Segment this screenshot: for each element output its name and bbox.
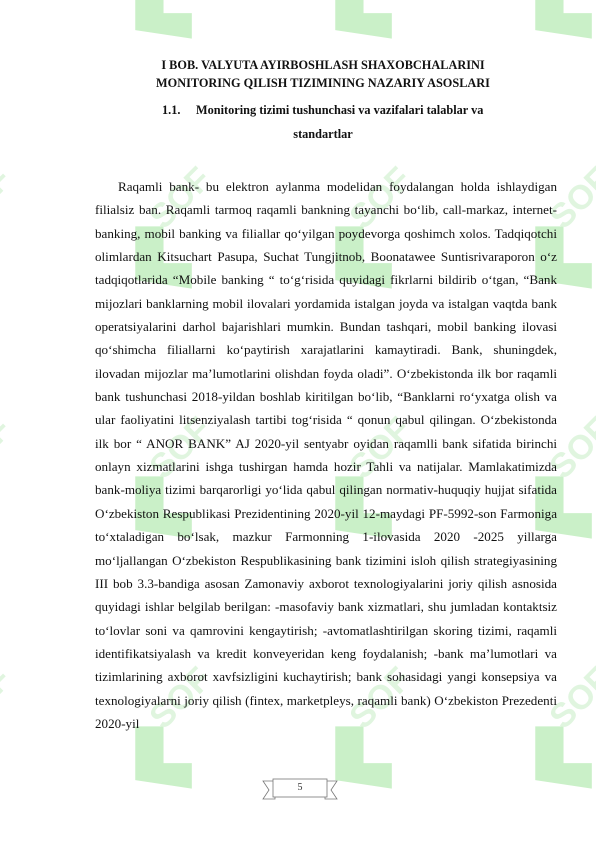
paragraph: Raqamli bank- bu elektron aylanma modelidan foydalangan holda ishlaydigan filialsiz ban. Raqamli tarmoq raqamli bankning tayanchi bo‘lib, call-markaz, internet-banking, mobil banking va filiallar qo‘yilgan poydevorga qoshimch xolos. Tadqiqotchi olimlardan Kitsuchart Pasupa, Suchat Tungjitnob, Boonatawee Suntisrivaraporon o‘z tadqiqotlarida “Mobile banking “ to‘g‘risida quyidagi fikrlarni bildirib o‘tgan, “Bank mijozlari banklarning mobil ilovalari yordamida istalgan joyda va istalgan vaqtda bank operatsiyalarini darhol bajarishlari mumkin. Bundan tashqari, mobil banking ilovasi qo‘shimcha filiallarni ko‘paytirish xarajatlarini kamaytiradi. Bank, shuningdek, ilovadan mijozlar ma’lumotlarini olishdan foyda oladi”. O‘zbekistonda ilk bor raqamli bank tushunchasi 2018-yildan boshlab kiritilgan bo‘lib, “Banklarni ro‘yxatga olish va ular faoliyatini litsenziyalash tartibi tog‘risida “ qonun qabul qilingan. O‘zbekistonda ilk bor “ ANOR BANK” AJ 2020-yil sentyabr oyidan raqamlli bank sifatida birinchi onlayn xizmatlarini ishga tushirgan hamda hozir Tahli va natijalar. Mamlakatimizda bank-moliya tizimi barqarorligi yo‘lida qabul qilingan normativ-huquqiy hujjat sifatida O‘zbekiston Respublikasi Prezidentining 2020-yil 12-maydagi PF-5992-son Farmoniga to‘xtaladigan bo‘lsak, mazkur Farmonning 1-ilovasida 2020 -2025 yillarga mo‘ljallangan O‘zbekiston Respublikasining bank tizimini isloh qilish strategiyasining III bob 3.3-bandiga asosan Zamonaviy axborot texnologiyalarini joriy qilish asnosida quyidagi ishlar belgilab berilgan: -masofaviy bank xizmatlari, shu jumladan kontaktsiz to‘lovlar soni va qamrovini kengaytirish; -avtomatlashtirilgan skoring tizimi, raqamli identifikatsiyalash va kredit konveyeridan keng foydalanish; -bank ma’lumotlari va tizimlarining axborot xavfsizligini kuchaytirish; bank sohasidagi yangi konsepsiya va texnologiyalarni joriy qilish (fintex, marketpleys, raqamli bank) O‘zbekiston Prezedenti 2020-yil — [95, 179, 557, 731]
page-footer — [261, 778, 339, 802]
body-text — [95, 175, 557, 735]
section-title-line-2: standartlar — [293, 127, 353, 141]
chapter-title-line-1: I BOB. VALYUTA AYIRBOSHLASH SHAXOBCHALARINI — [161, 58, 485, 72]
section-title-line-1: Monitoring tizimi tushunchasi va vazifalari talablar va — [196, 103, 484, 117]
section-number: 1.1. — [162, 103, 181, 117]
chapter-title — [80, 56, 566, 92]
page-number: 5 — [297, 782, 303, 793]
chapter-title-line-2: MONITORING QILISH TIZIMINING NAZARIY ASOSLARI — [156, 76, 490, 90]
